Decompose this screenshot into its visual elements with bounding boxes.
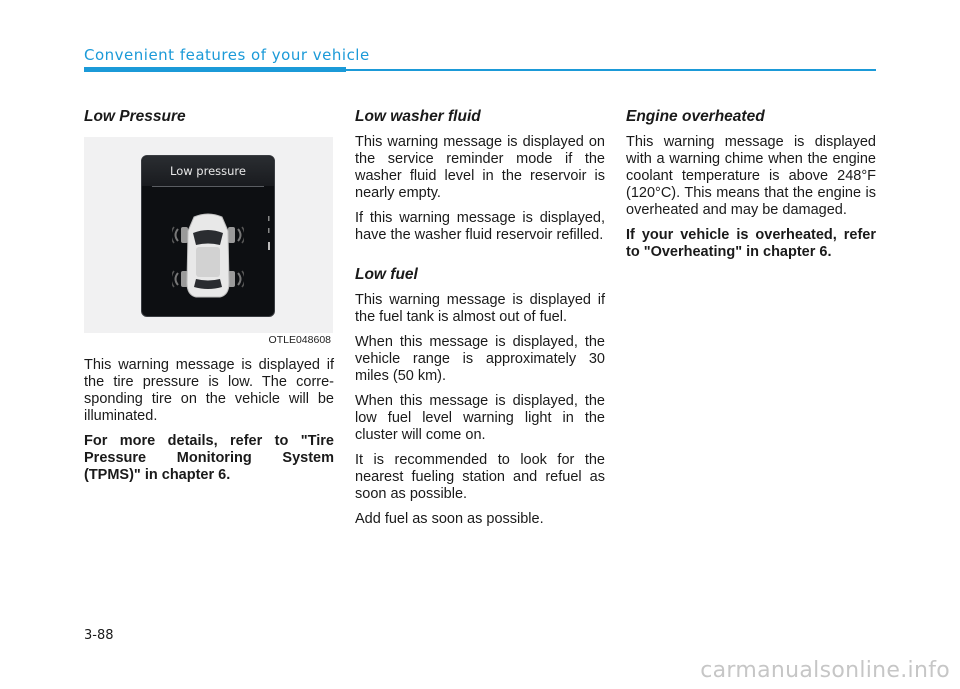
fuel-paragraph-5: Add fuel as soon as possible. xyxy=(355,511,544,527)
heading-low-pressure: Low Pressure xyxy=(84,108,186,125)
header-rule-thin xyxy=(346,69,876,71)
page-number: 3-88 xyxy=(84,628,114,643)
low-pressure-figure xyxy=(84,137,333,346)
header-rule-thick xyxy=(84,67,346,72)
heading-low-washer-fluid: Low washer fluid xyxy=(355,108,481,125)
fuel-paragraph-2: When this message is displayed, the vehicle range is approximately 30 miles (50 km). xyxy=(355,334,605,384)
fuel-paragraph-3: When this message is displayed, the low fuel level warning light in the cluster will come on. xyxy=(355,393,605,443)
display-divider xyxy=(152,186,264,187)
overheat-paragraph: This warning message is displayed with a warning chime when the engine coolant temperature is above 248°F (120°C). This means that the engine is overheated and may be damaged. xyxy=(626,134,876,218)
fuel-paragraph-4: It is recommended to look for the nearest fueling station and refuel as soon as possible. xyxy=(355,452,605,502)
washer-paragraph-1: This warning message is displayed on the service reminder mode if the washer fluid level in the reservoir is nearly empty. xyxy=(355,134,605,201)
heading-engine-overheated: Engine overheated xyxy=(626,108,765,125)
section-title: Convenient features of your vehicle xyxy=(84,46,370,64)
overheat-note: If your vehicle is overheated, refer to "Overheating" in chapter 6. xyxy=(626,227,876,260)
car-top-view-icon xyxy=(172,211,244,301)
column-low-pressure xyxy=(84,108,334,492)
heading-low-fuel: Low fuel xyxy=(355,266,418,283)
low-pressure-note: For more details, refer to "Tire Pressure Monitoring System (TPMS)" in chapter 6. xyxy=(84,433,334,483)
washer-paragraph-2: If this warning message is displayed, have the washer fluid reservoir refilled. xyxy=(355,210,605,243)
cluster-display xyxy=(141,155,275,317)
column-low-washer-fuel xyxy=(355,108,605,536)
figure-code: OTLE048608 xyxy=(268,334,331,346)
display-message: Low pressure xyxy=(142,156,274,186)
gauge-tick-marks xyxy=(266,216,272,256)
column-engine-overheated xyxy=(626,108,876,269)
fuel-paragraph-1: This warning message is displayed if the fuel tank is almost out of fuel. xyxy=(355,292,605,325)
watermark: carmanualsonline.info xyxy=(700,658,950,683)
low-pressure-paragraph: This warning message is displayed if the tire pressure is low. The corre-sponding tire on the vehicle will be illuminated. xyxy=(84,357,334,424)
